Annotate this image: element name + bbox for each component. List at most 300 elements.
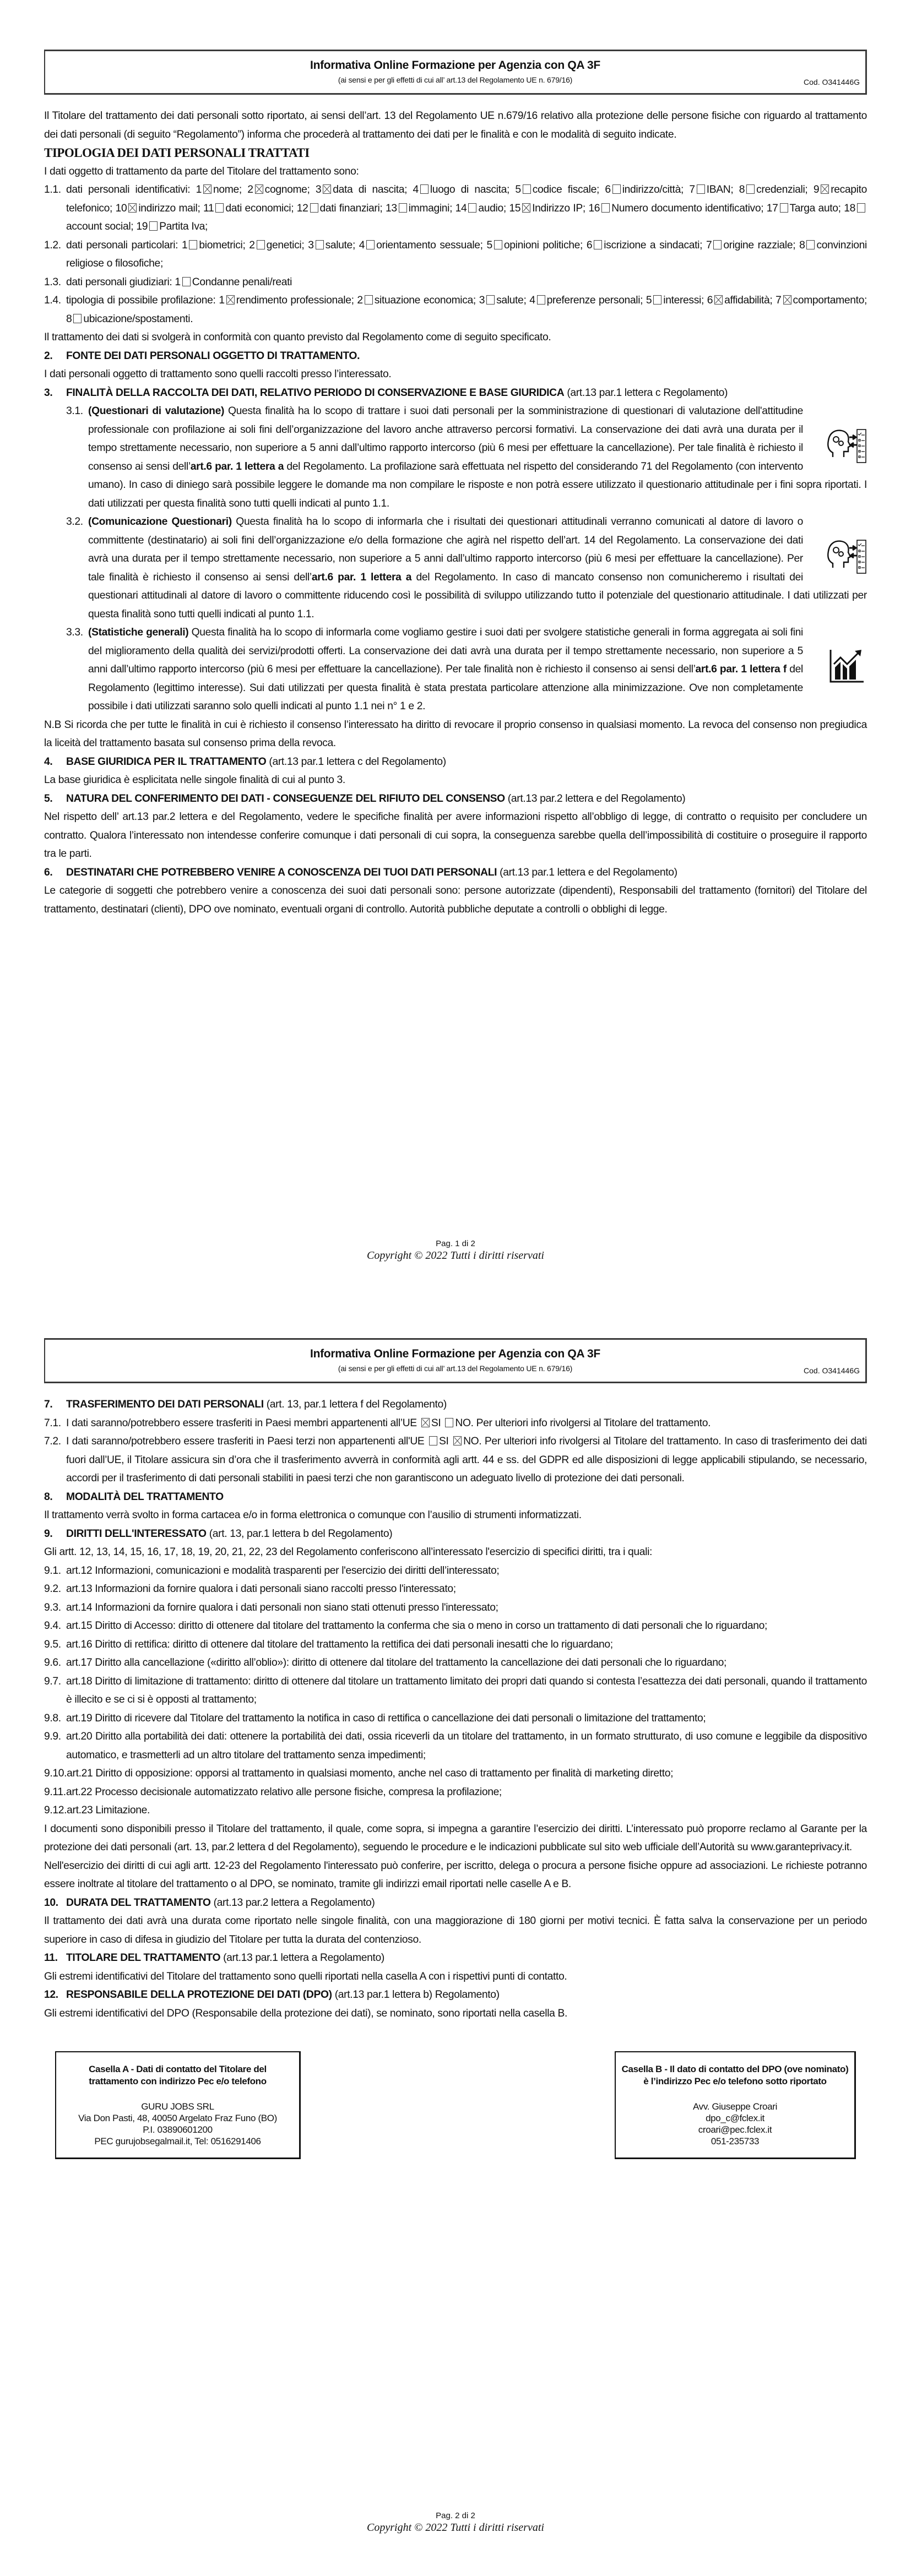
data-option: 7 comportamento; (776, 295, 867, 306)
option-number: 8 (739, 184, 745, 195)
checkbox-checked[interactable] (821, 184, 829, 194)
data-option: 16 Numero documento identificativo; (588, 202, 764, 214)
section-9-heading (44, 1525, 867, 1544)
page-1-content (44, 107, 867, 919)
option-label: convinzioni religiose o filosofiche (66, 239, 867, 269)
checkbox-unchecked[interactable] (215, 203, 224, 213)
data-type-item (44, 291, 867, 328)
profiling-questionnaire-icon (825, 536, 867, 575)
section-title: FONTE DEI DATI PERSONALI OGGETTO DI TRATTAMENTO. (66, 350, 360, 362)
section-9-lead: Gli artt. 12, 13, 14, 15, 16, 17, 18, 19, 20, 21, 22, 23 del Regolamento conferiscono all’interessato l'esercizio di specifici diritti, tra i quali: (44, 1546, 653, 1558)
data-option: 7 origine razziale; (706, 239, 796, 251)
checkbox-unchecked[interactable] (366, 240, 375, 249)
section-4-heading (44, 753, 867, 771)
option-label: audio (478, 202, 503, 214)
section-2-heading (44, 347, 867, 366)
section-number: 2. (44, 350, 53, 362)
option-number: 6 (586, 239, 593, 251)
option-number: 5 (515, 184, 521, 195)
checkbox-unchecked[interactable] (653, 295, 661, 305)
option-label: biometrici (199, 239, 243, 251)
contact-boxes (44, 2051, 867, 2159)
section-ref: (art.13 par.1 lettera e del Regolamento) (497, 866, 677, 878)
option-number: 4 (529, 295, 535, 306)
page-number: Pag. 1 di 2 (436, 1239, 475, 1248)
data-option: 1 rendimento professionale; (219, 295, 354, 306)
data-option: 1 biometrici; (182, 239, 246, 251)
right-item (44, 1562, 867, 1580)
option-label: situazione economica (374, 295, 473, 306)
section-number: 6. (44, 866, 53, 878)
data-option: 10 indirizzo mail; (115, 202, 200, 214)
transfer-text (66, 1432, 867, 1488)
purpose-body-end: del Regolamento (legittimo interesse). Sui dati utilizzati per questa finalità è stata prestata particolare attenzione alla minimizzazione. Ove non completamente possibile i dati utilizzati saranno solo quelli indicati al punto 1.1 nei n° 1 e 2. (88, 664, 803, 712)
page-2 (0, 1288, 911, 2576)
intro-paragraph: Il Titolare del trattamento dei dati personali sotto riportato, ai sensi dell’art. 13 del Regolamento UE n.679/16 relativo alla protezione delle persone fisiche con riguardo al trattamento dei dati personali (di seguito “Regolamento”) informa che procederà al trattamento dei dati per le finalità e con le modalità di seguito indicate. (44, 110, 867, 140)
option-label: indirizzo/città (622, 184, 681, 195)
section-number: 9. (44, 1528, 53, 1540)
option-number: 17 (766, 202, 778, 214)
section-2-text: I dati personali oggetto di trattamento sono quelli raccolti presso l’interessato. (44, 368, 392, 380)
checkbox-unchecked[interactable] (182, 277, 191, 286)
box-a-address: Via Don Pasti, 48, 40050 Argelato Fraz Funo (BO) (78, 2113, 277, 2123)
option-number: 5 (486, 239, 492, 251)
checkbox-checked[interactable] (226, 295, 235, 305)
box-b-email: dpo_c@fclex.it (706, 2113, 764, 2123)
checkbox-unchecked[interactable] (523, 184, 531, 194)
data-option: 2 genetici; (249, 239, 305, 251)
option-label: genetici (266, 239, 302, 251)
option-number: 6 (707, 295, 713, 306)
right-text: art.21 Diritto di opposizione: opporsi al trattamento in qualsiasi momento, anche nel caso di trattamento per finalità di marketing diretto; (67, 1768, 674, 1779)
page-1-footer (0, 1239, 911, 1262)
item-number: 9.4. (44, 1620, 61, 1632)
option-number: 10 (115, 202, 127, 214)
checkbox-unchecked[interactable] (697, 184, 705, 194)
option-label: indirizzo mail (138, 202, 198, 214)
item-text (66, 181, 867, 236)
checkbox-unchecked[interactable] (149, 221, 158, 231)
option-number: 5 (646, 295, 652, 306)
item-label: dati personali particolari: (66, 239, 178, 251)
item-label: dati personali identificativi: (66, 184, 191, 195)
right-item (44, 1635, 867, 1654)
item-number: 9.9. (44, 1731, 61, 1742)
section-9-para-2: Nell'esercizio dei diritti di cui agli artt. 12-23 del Regolamento l'interessato può conferire, per iscritto, delega o procura a persone fisiche oppure ad associazioni. Le richieste potranno essere inoltrate al titolare del trattamento o al DPO, se nominato, tramite gli indirizzi email riportati nelle caselle A e B. (44, 1860, 867, 1890)
section-11-heading (44, 1949, 867, 1968)
item-number: 9.12. (44, 1805, 67, 1816)
option-label: Targa auto (789, 202, 838, 214)
box-a-vat: P.I. 03890601200 (143, 2124, 213, 2135)
checkbox-checked[interactable] (522, 203, 530, 213)
checkbox-unchecked[interactable] (594, 240, 602, 249)
checkbox-unchecked[interactable] (316, 240, 324, 249)
checkbox-checked[interactable] (783, 295, 791, 305)
item-number: 9.8. (44, 1712, 61, 1724)
box-a-controller-contact (55, 2051, 301, 2159)
legal-basis: art.6 par. 1 lettera f (695, 664, 787, 675)
legal-basis: art.6 par. 1 lettera a (190, 460, 284, 472)
section-title: TITOLARE DEL TRATTAMENTO (66, 1952, 221, 1964)
section-8-text: Il trattamento verrà svolto in forma cartacea e/o in forma elettronica o comunque con l’ausilio di strumenti informatizzati. (44, 1509, 582, 1521)
document-code: Cod. O341446G (804, 1366, 860, 1375)
si-label: SI (438, 1436, 449, 1447)
option-label: Partita Iva (159, 221, 205, 232)
right-text: art.23 Limitazione. (67, 1805, 150, 1816)
option-number: 14 (455, 202, 467, 214)
right-text: art.15 Diritto di Accesso: diritto di ottenere dal titolare del trattamento la conferma che sia o meno in corso un trattamento di dati personali che lo riguardano; (66, 1620, 767, 1632)
option-label: dati economici (225, 202, 291, 214)
item-number: 7.1. (44, 1417, 61, 1429)
option-number: 9 (813, 184, 820, 195)
document-header (44, 50, 867, 95)
page-2-content (44, 1395, 867, 2159)
option-number: 1 (182, 239, 188, 251)
section-5-heading (44, 790, 867, 808)
section-number: 11. (44, 1952, 58, 1964)
data-option (133, 221, 205, 232)
purpose-body: Questa finalità ha lo scopo di informarla che i risultati dei questionari attitudinali verranno comunicati al datore di lavoro o committente (destinatario) ai soli fini dell’organizzazione e/o della formazione che agirà nel rispetto dell’art. 14 del Regolamento. La conservazione dei dati avrà una durata per il tempo strettamente necessario, non superiore a 5 anni dall’ultimo rapporto intercorso (più 6 mesi per effettuare la cancellazione). Per tale finalità è richiesto il consenso ai sensi dell’ (88, 516, 803, 583)
transfer-body: I dati saranno/potrebbero essere trasferiti in Paesi membri appartenenti all’UE (66, 1417, 420, 1429)
option-number: 6 (605, 184, 611, 195)
data-option: 9 recapito telefonico; (66, 184, 867, 214)
section-title: BASE GIURIDICA PER IL TRATTAMENTO (66, 756, 267, 768)
right-item (44, 1580, 867, 1599)
option-number: 2 (247, 184, 253, 195)
option-label: dati finanziari (319, 202, 380, 214)
option-label: interessi (663, 295, 701, 306)
document-code: Cod. O341446G (804, 78, 860, 86)
checkbox-checked[interactable] (453, 1436, 462, 1445)
transfer-body-end: . Per ulteriori info rivolgersi al Titolare del trattamento. (470, 1417, 711, 1429)
purpose-body: Questa finalità ha lo scopo di trattare i suoi dati personali per la somministrazione di questionari di valutazione dell'attitudine professionale con profilazione ai soli fini dell’organizzazione del lavoro anche attraverso percorsi formativi. La conservazione dei dati avrà una durata per il tempo strettamente necessario, non superiore a 5 anni dall’ultimo rapporto intercorso (più 6 mesi per effettuare la cancellazione). Per tale finalità è richiesto il consenso ai sensi dell’ (88, 405, 803, 472)
item-end: ; (205, 221, 208, 232)
section-ref: (art.13 par.2 lettera a Regolamento) (210, 1896, 375, 1909)
right-text: art.18 Diritto di limitazione di trattamento: diritto di ottenere dal titolare un trattamento limitato dei propri dati quando si contesta l’esattezza dei dati personali, quando il trattamento è illecito e se ci si è opposti al trattamento; (66, 1675, 867, 1705)
right-text: art.13 Informazioni da fornire qualora i dati personali siano raccolti presso l'interessato; (66, 1583, 456, 1595)
checkbox-unchecked[interactable] (780, 203, 788, 213)
option-number: 16 (588, 202, 600, 214)
option-number: 18 (844, 202, 855, 214)
option-label: origine razziale (723, 239, 793, 251)
checkbox-unchecked[interactable] (399, 203, 407, 213)
right-item (44, 1617, 867, 1635)
data-option (66, 313, 190, 325)
document-title: Informativa Online Formazione per Agenzia con QA 3F (310, 1347, 600, 1360)
section-number: 8. (44, 1491, 53, 1503)
copyright: Copyright © 2022 Tutti i diritti riservati (367, 1249, 544, 1262)
transfer-list (44, 1414, 867, 1488)
checkbox-unchecked[interactable] (494, 240, 502, 249)
section-10-text: Il trattamento dei dati avrà una durata come riportato nelle singole finalità, con una maggiorazione di 180 giorni per motivi tecnici. È fatta salva la conservazione per un periodo superiore in caso di difesa in giudizio del Titolare per tutta la durata del contenzioso. (44, 1915, 867, 1945)
section-number: 3. (44, 387, 53, 399)
statistics-chart-icon (825, 646, 867, 686)
data-option: 17 Targa auto; (766, 202, 841, 214)
purpose-name: (Statistiche generali) (88, 627, 189, 638)
right-text: art.22 Processo decisionale automatizzato relativo alle persone fisiche, compresa la profilazione; (66, 1786, 502, 1798)
option-label: salute (325, 239, 353, 251)
option-number: 8 (66, 313, 72, 325)
section-6-heading (44, 863, 867, 882)
box-b-dpo-contact (615, 2051, 856, 2159)
option-number: 1 (196, 184, 202, 195)
option-label: codice fiscale (532, 184, 597, 195)
item-label: tipologia di possibile profilazione: (66, 295, 216, 306)
section-title: RESPONSABILE DELLA PROTEZIONE DEI DATI (DPO) (66, 1989, 332, 2001)
checkbox-unchecked[interactable] (365, 295, 373, 305)
item-number: 1.3. (44, 276, 61, 288)
section-12-heading (44, 1986, 867, 2004)
page-2-footer (0, 2511, 911, 2534)
purpose-item (66, 513, 867, 623)
item-number: 9.5. (44, 1638, 61, 1650)
right-item (44, 1709, 867, 1728)
option-label: account social (66, 221, 131, 232)
right-item (44, 1764, 867, 1783)
section-number: 12. (44, 1989, 58, 2001)
section-ref: (art.13 par.1 lettera c Regolamento) (564, 387, 728, 399)
box-b-phone: 051-235733 (711, 2136, 760, 2146)
data-option: 5 interessi; (646, 295, 704, 306)
option-label: data di nascita (333, 184, 405, 195)
section-title: DIRITTI DELL'INTERESSATO (66, 1528, 207, 1540)
section-3-heading (44, 384, 867, 403)
data-option (172, 276, 292, 288)
section-ref: (art.13 par.1 lettera a Regolamento) (220, 1952, 384, 1964)
option-label: opinioni politiche (503, 239, 580, 251)
option-label: luogo di nascita (430, 184, 507, 195)
item-number: 3.2. (66, 516, 83, 528)
section-title: DURATA DEL TRATTAMENTO (66, 1896, 211, 1909)
section-9-para-1: I documenti sono disponibili presso il Titolare del trattamento, il quale, come sopra, si impegna a garantire l’esercizio dei diritti. L’interessato può proporre reclamo al Garante per la protezione dei dati personali (art. 13, par.2 lettera d del Regolamento), seguendo le procedure e le indicazioni pubblicate sul sito web ufficiale dell’Autorità su www.garanteprivacy.it. (44, 1823, 867, 1853)
data-option: 2 situazione economica; (357, 295, 476, 306)
option-number: 4 (413, 184, 419, 195)
box-a-title-line-1: Casella A - Dati di contatto del Titolare del (89, 2064, 267, 2074)
option-label: Numero documento identificativo (611, 202, 761, 214)
section-number: 10. (44, 1896, 58, 1909)
item-number: 1.1. (44, 184, 61, 195)
option-label: nome (213, 184, 239, 195)
checkbox-unchecked[interactable] (257, 240, 265, 249)
purposes-list (44, 402, 867, 716)
section-ref: (art. 13, par.1 lettera b del Regolamento) (206, 1528, 393, 1540)
checkbox-unchecked[interactable] (601, 203, 610, 213)
section-12-text: Gli estremi identificativi del DPO (Responsabile della protezione dei dati), se nominato, sono riportati nella casella B. (44, 2007, 568, 2019)
option-number: 3 (479, 295, 485, 306)
legal-basis: art.6 par. 1 lettera a (311, 571, 412, 583)
data-option: 6 affidabilità; (707, 295, 773, 306)
right-item (44, 1599, 867, 1617)
no-label: NO (463, 1436, 479, 1447)
data-type-item (44, 236, 867, 273)
option-number: 13 (385, 202, 397, 214)
option-label: IBAN (706, 184, 731, 195)
item-number: 3.1. (66, 405, 83, 417)
purpose-body-end: del Regolamento. In caso di mancato consenso non comunicheremo i risultati dei questionari attitudinali al datore di lavoro o committente riducendo così le possibilità di sviluppo utilizzando tutto il potenziale del questionario attitudinale. I dati utilizzati per questa finalità sono tutti quelli indicati al punto 1.1. (88, 571, 867, 620)
checkbox-checked[interactable] (714, 295, 723, 305)
option-number: 3 (308, 239, 314, 251)
transfer-body-end: . Per ulteriori info rivolgersi al Titolare del trattamento. In caso di trasferimento dei dati fuori dall’UE, il Titolare assicura sin d’ora che il trasferimento avverrà in conformità agli artt. 44 e ss. del GDPR ed alle disposizioni di legge applicabili stipulando, se necessario, accordi per il trasferimento di dati personali stabiliti in paesi terzi che non garantiscono un adeguato livello di protezione dei dati personali. (66, 1436, 867, 1484)
data-option: 7 IBAN; (689, 184, 734, 195)
data-type-item (44, 273, 867, 292)
option-label: Condanne penali/reati (192, 276, 292, 288)
item-end: ; (160, 258, 163, 269)
section-title: TRASFERIMENTO DEI DATI PERSONALI (66, 1399, 264, 1410)
checkbox-unchecked[interactable] (486, 295, 495, 305)
option-number: 12 (296, 202, 308, 214)
box-b-title-line-2: è l’indirizzo Pec e/o telefono sotto riportato (643, 2076, 827, 2086)
purpose-body: Questa finalità ha lo scopo di informarla come vogliamo gestire i suoi dati per svolgere statistiche generali in forma aggregata ai soli fini del miglioramento della qualità dei servizi/prodotti offerti. La conservazione dei dati avrà una durata per il tempo strettamente necessario, non superiore a 5 anni dall’ultimo rapporto intercorso (più 6 mesi per effettuare la cancellazione). Per tale finalità non è richiesto il consenso ai sensi dell’ (88, 627, 803, 675)
section-1-lead: I dati oggetto di trattamento da parte del Titolare del trattamento sono: (44, 165, 359, 177)
option-number: 2 (249, 239, 255, 251)
option-label: Indirizzo IP (532, 202, 583, 214)
item-number: 9.10. (44, 1768, 67, 1779)
purpose-text (88, 623, 867, 716)
checkbox-checked[interactable] (255, 184, 263, 194)
data-option: 4 preferenze personali; (529, 295, 643, 306)
section-number: 5. (44, 792, 53, 805)
checkbox-unchecked[interactable] (468, 203, 476, 213)
data-option: 5 codice fiscale; (515, 184, 599, 195)
section-1-title: TIPOLOGIA DEI DATI PERSONALI TRATTATI (44, 146, 310, 160)
checkbox-checked[interactable] (323, 184, 331, 194)
data-option: 5 opinioni politiche; (486, 239, 583, 251)
checkbox-unchecked[interactable] (806, 240, 815, 249)
checkbox-unchecked[interactable] (746, 184, 755, 194)
section-6-text: Le categorie di soggetti che potrebbero venire a conoscenza dei suoi dati personali sono: persone autorizzate (dipendenti), Responsabili del trattamento (fornitori) del Titolare del trattamento, destinatari (clienti), DPO ove nominato, eventuali organi di controllo. Autorità pubbliche deputate a controlli o obblighi di legge. (44, 885, 867, 915)
transfer-item (44, 1432, 867, 1488)
checkbox-checked[interactable] (203, 184, 212, 194)
item-number: 9.2. (44, 1583, 61, 1595)
data-option: 4 luogo di nascita; (413, 184, 510, 195)
checkbox-checked[interactable] (421, 1418, 430, 1427)
item-number: 7.2. (44, 1436, 61, 1447)
item-text (66, 291, 867, 328)
right-text: art.16 Diritto di rettifica: diritto di ottenere dal titolare del trattamento la rettifica dei dati personali inesatti che lo riguardano; (66, 1638, 613, 1650)
purpose-text (88, 513, 867, 623)
section-4-text: La base giuridica è esplicitata nelle singole finalità di cui al punto 3. (44, 774, 345, 786)
checkbox-unchecked[interactable] (420, 184, 429, 194)
section-8-heading (44, 1488, 867, 1507)
option-number: 3 (315, 184, 322, 195)
item-number: 9.6. (44, 1657, 61, 1669)
purpose-name: (Questionari di valutazione) (88, 405, 225, 417)
option-label: preferenze personali (546, 295, 641, 306)
option-number: 2 (357, 295, 363, 306)
purpose-item (66, 402, 867, 513)
profiling-questionnaire-icon (825, 425, 867, 465)
item-text (66, 273, 867, 292)
data-option: 11 dati economici; (203, 202, 294, 214)
checkbox-unchecked[interactable] (429, 1436, 437, 1445)
document-subtitle: (ai sensi e per gli effetti di cui all’ art.13 del Regolamento UE n. 679/16) (338, 75, 573, 84)
section-10-heading (44, 1894, 867, 1912)
section-title: FINALITÀ DELLA RACCOLTA DEI DATI, RELATIVO PERIODO DI CONSERVAZIONE E BASE GIURIDICA (66, 387, 565, 399)
checkbox-unchecked[interactable] (310, 203, 318, 213)
section-number: 7. (44, 1399, 53, 1410)
option-number: 8 (799, 239, 805, 251)
rights-list (44, 1562, 867, 1820)
item-number: 9.1. (44, 1564, 61, 1577)
transfer-text (66, 1414, 867, 1433)
item-number: 1.2. (44, 239, 61, 251)
section-title: MODALITÀ DEL TRATTAMENTO (66, 1491, 224, 1503)
option-label: salute (496, 295, 524, 306)
section-1-closing: Il trattamento dei dati si svolgerà in conformità con quanto previsto dal Regolamento come di seguito specificato. (44, 331, 551, 343)
right-item (44, 1672, 867, 1709)
page-number: Pag. 2 di 2 (436, 2511, 475, 2520)
option-number: 19 (136, 221, 148, 232)
checkbox-checked[interactable] (128, 203, 137, 213)
data-option: 13 immagini; (385, 202, 453, 214)
item-number: 9.3. (44, 1601, 61, 1613)
right-item (44, 1783, 867, 1802)
option-number: 7 (706, 239, 712, 251)
checkbox-unchecked[interactable] (189, 240, 197, 249)
option-label: orientamento sessuale (376, 239, 480, 251)
option-number: 15 (509, 202, 521, 214)
section-ref: (art.13 par.1 lettera b) Regolamento) (332, 1989, 500, 2001)
box-b-title-line-1: Casella B - Il dato di contatto del DPO (ove nominato) (621, 2064, 849, 2074)
data-option: 12 dati finanziari; (296, 202, 383, 214)
option-label: iscrizione a sindacati (604, 239, 700, 251)
item-number: 1.4. (44, 295, 61, 306)
data-types-list (44, 181, 867, 328)
right-text: art.20 Diritto alla portabilità dei dati: ottenere la portabilità dei dati, ossia riceverli da un titolare del trattamento, in un formato strutturato, di uso comune e leggibile da dispositivo automatico, e trasmetterli ad un altro titolare del trattamento senza impedimenti; (66, 1731, 867, 1761)
option-label: recapito telefonico (66, 184, 867, 214)
section-title: NATURA DEL CONFERIMENTO DEI DATI - CONSEGUENZE DEL RIFIUTO DEL CONSENSO (66, 792, 505, 805)
item-number: 9.7. (44, 1675, 61, 1687)
item-label: dati personali giudiziari: (66, 276, 172, 288)
checkbox-unchecked[interactable] (612, 184, 621, 194)
checkbox-unchecked[interactable] (713, 240, 722, 249)
section-11-text: Gli estremi identificativi del Titolare del trattamento sono quelli riportati nella casella A con i rispettivi punti di contatto. (44, 1970, 567, 1982)
item-text (66, 236, 867, 273)
box-a-contact: PEC gurujobsegalmail.it, Tel: 0516291406 (94, 2136, 261, 2146)
item-number: 9.11. (44, 1786, 66, 1798)
option-number: 7 (689, 184, 695, 195)
right-item (44, 1801, 867, 1820)
copyright: Copyright © 2022 Tutti i diritti riservati (367, 2521, 544, 2534)
si-label: SI (431, 1417, 441, 1429)
purpose-text (88, 402, 867, 513)
data-option: 15 Indirizzo IP; (509, 202, 585, 214)
section-ref: (art.13 par.2 lettera e del Regolamento) (505, 792, 686, 805)
option-label: ubicazione/spostamenti (83, 313, 191, 325)
box-a-company: GURU JOBS SRL (141, 2101, 214, 2112)
checkbox-unchecked[interactable] (73, 314, 82, 323)
checkbox-unchecked[interactable] (857, 203, 865, 213)
purpose-body-end: del Regolamento. La profilazione sarà effettuata nel rispetto del considerando 71 del Regolamento (con intervento umano). In caso di diniego sarà possibile leggere le domande ma non compilare le risposte e non potrà essere utilizzato il questionario attitudinale per i fini sopra riportati. I dati utilizzati per questa finalità sono tutti quelli indicati al punto 1.1. (88, 460, 867, 509)
checkbox-unchecked[interactable] (537, 295, 545, 305)
option-label: affidabilità (724, 295, 770, 306)
checkbox-unchecked[interactable] (445, 1418, 453, 1427)
section-ref: (art.13 par.1 lettera c del Regolamento) (266, 756, 446, 768)
data-option: 6 indirizzo/città; (605, 184, 684, 195)
section-7-heading (44, 1395, 867, 1414)
document-title: Informativa Online Formazione per Agenzia con QA 3F (310, 59, 600, 72)
purpose-item (66, 623, 867, 716)
document-subtitle: (ai sensi e per gli effetti di cui all’ art.13 del Regolamento UE n. 679/16) (338, 1364, 573, 1373)
data-option: 6 iscrizione a sindacati; (586, 239, 703, 251)
no-label: NO (455, 1417, 471, 1429)
option-label: cognome (264, 184, 307, 195)
option-number: 1 (175, 276, 181, 288)
right-text: art.12 Informazioni, comunicazioni e modalità trasparenti per l'esercizio dei diritti dell’interessato; (66, 1564, 500, 1577)
right-item (44, 1654, 867, 1672)
right-text: art.19 Diritto di ricevere dal Titolare del trattamento la notifica in caso di rettifica o cancellazione dei dati personali o limitazione del trattamento; (66, 1712, 706, 1724)
document-header (44, 1338, 867, 1383)
